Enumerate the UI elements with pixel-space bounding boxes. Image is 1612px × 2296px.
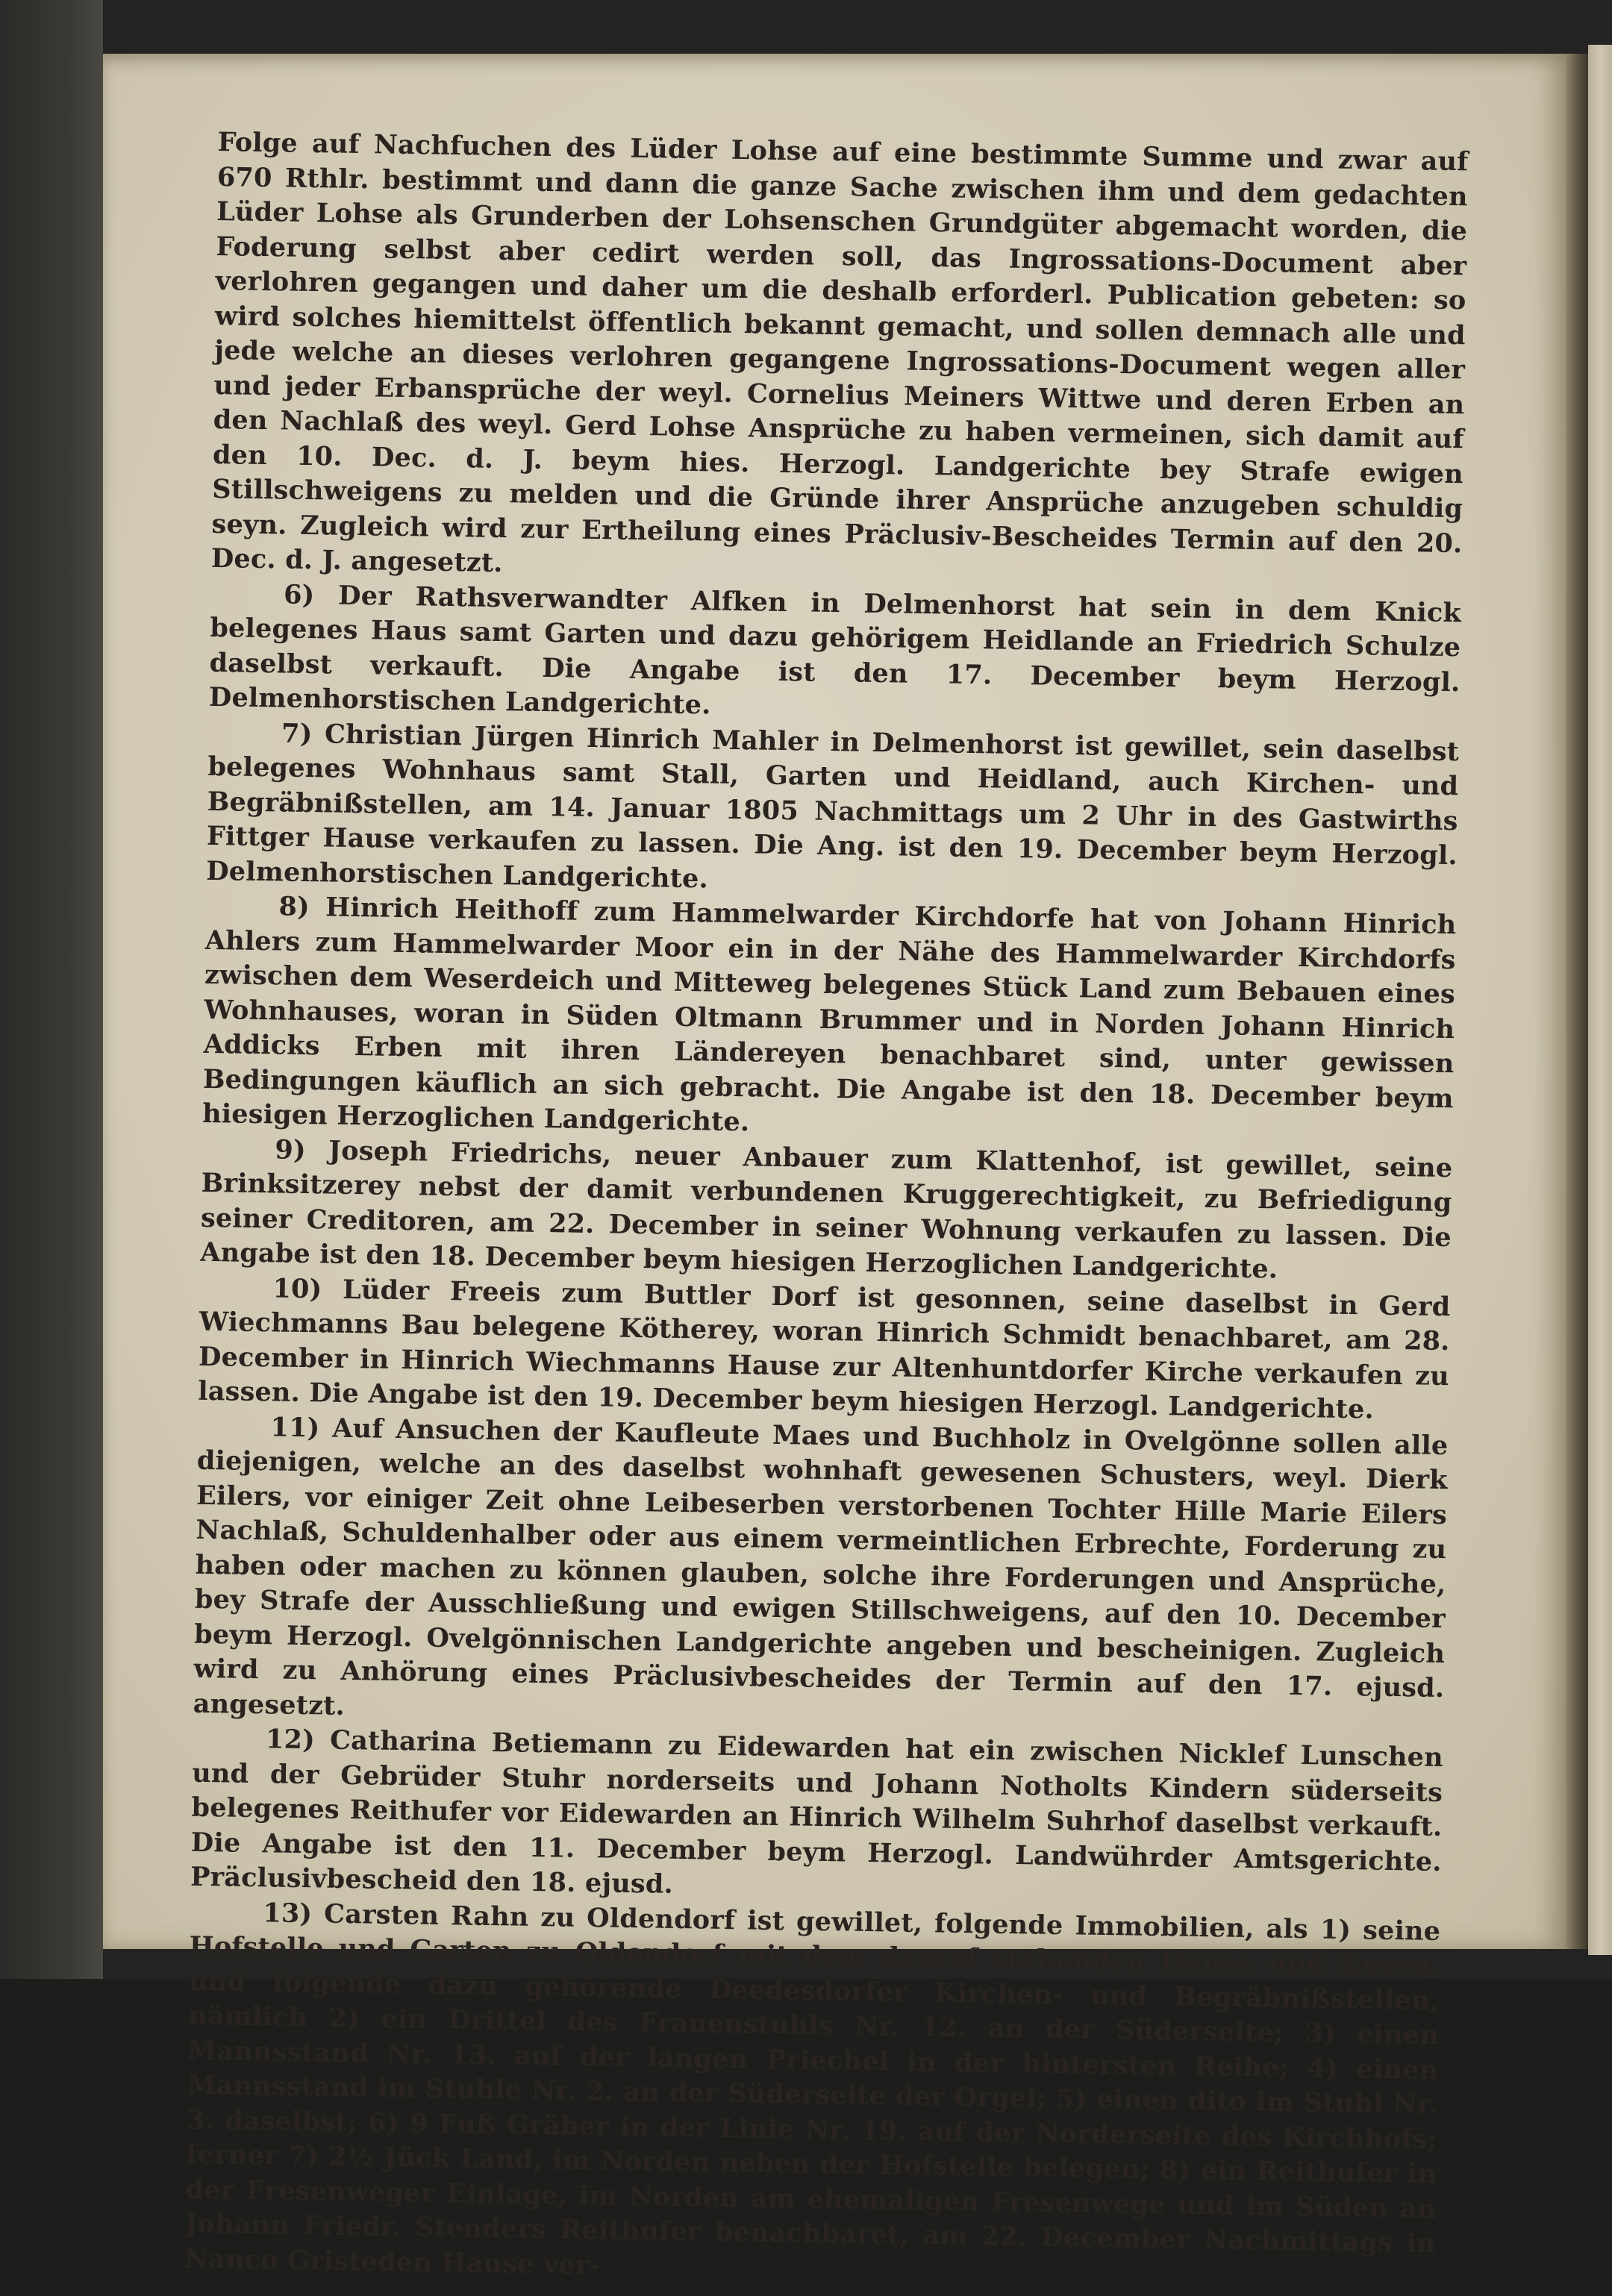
- scan-background-strip: [0, 0, 103, 1979]
- paragraph-item-13: 13) Carsten Rahn zu Oldendorf ist gewillet, folgende Immobilien, als 1) seine Hofstelle und Garten zu Oldendorf mit dem darauf stehenden Hause und Koven, und folgende dazu gehörende Deedesdorfer Kirchen- und Begräbnißstellen, nämlich 2) ein Drittel des Frauenstuhls Nr. 12. an der Süderseite; 3) einen Mannsstand Nr. 13. auf der langen Priechel in der hintersten Reihe; 4) einen Mannsstand im Stuhle Nr. 2. an der Süderseite der Orgel; 5) einen dito im Stuhl Nr. 3. daselbst; 6) 9 Fuß Gräber in der Linie Nr. 19. auf der Norderseite des Kirchhofs; ferner 7) 2½ Jück Land, im Norden neben der Hofstelle belegen; 8) ein Reithufer in der Fresenweger Einlage, im Norden am ehemaligen Fresenwege und im Süden an Johann Friedr. Stenders Reithufer benachbaret, am 22. December Nachmittags in Nanco Gristeden Hause ver-: [184, 1897, 1441, 2280]
- paragraph-item-8: 8) Hinrich Heithoff zum Hammelwarder Kirchdorfe hat von Johann Hinrich Ahlers zum Hammelwarder Moor ein in der Nähe des Hammelwarder Kirchdorfs zwischen dem Weserdeich und Mitteweg belegenes Stück Land zum Bebauen eines Wohnhauses, woran in Süden Oltmann Brummer und in Norden Johann Hinrich Addicks Erben mit ihren Ländereyen benachbaret sind, unter gewissen Bedingungen käuflich an sich gebracht. Die Angabe ist den 18. December beym hiesigen Herzoglichen Landgerichte.: [202, 891, 1457, 1138]
- next-page-edge: [1588, 45, 1612, 1955]
- paragraph-item-9: 9) Joseph Friedrichs, neuer Anbauer zum Klattenhof, ist gewillet, seine Brinksitzerey nebst der damit verbundenen Kruggerechtigkeit, zu Befriedigung seiner Creditoren, am 22. December in seiner Wohnung verkaufen zu lassen. Die Angabe ist den 18. December beym hiesigen Herzoglichen Landgerichte.: [199, 1133, 1453, 1285]
- paragraph-item-7: 7) Christian Jürgen Hinrich Mahler in Delmenhorst ist gewillet, sein daselbst belegenes Wohnhaus samt Stall, Garten und Heidland, auch Kirchen- und Begräbnißstellen, am 14. Januar 1805 Nachmittags um 2 Uhr in des Gastwirths Fittger Hause verkaufen zu lassen. Die Ang. ist den 19. December beym Herzogl. Delmenhorstischen Landgerichte.: [205, 717, 1460, 894]
- book-gutter: [1566, 54, 1588, 1949]
- paragraph-item-6: 6) Der Rathsverwandter Alfken in Delmenhorst hat sein in dem Knick belegenes Haus samt Garten und dazu gehörigem Heidlande an Friedrich Schulze daselbst verkauft. Die Angabe ist den 17. December beym Herzogl. Delmenhorstischen Landgerichte.: [208, 578, 1462, 721]
- document-body: [184, 125, 1469, 2296]
- paragraph-continuation: Folge auf Nachfuchen des Lüder Lohse auf eine bestimmte Summe und zwar auf 670 Rthlr. bestimmt und dann die ganze Sache zwischen ihm und dem gedachten Lüder Lohse als Grunderben der Lohsenschen Grundgüter abgemacht worden, die Foderung selbst aber cedirt werden soll, das Ingrossations-Document aber verlohren gegangen und daher um die deshalb erforderl. Publication gebeten: so wird solches hiemittelst öffentlich bekannt gemacht, und sollen demnach alle und jede welche an dieses verlohren gegangene Ingrossations-Document wegen aller und jeder Erbansprüche der weyl. Cornelius Meiners Wittwe und deren Erben an den Nachlaß des weyl. Gerd Lohse Ansprüche zu haben vermeinen, sich damit auf den 10. Dec. d. J. beym hies. Herzogl. Landgerichte bey Strafe ewigen Stillschweigens zu melden und die Gründe ihrer Ansprüche anzugeben schuldig seyn. Zugleich wird zur Ertheilung eines Präclusiv-Bescheides Termin auf den 20. Dec. d. J. angesetzt.: [210, 126, 1469, 579]
- paragraph-item-12: 12) Catharina Betiemann zu Eidewarden hat ein zwischen Nicklef Lunschen und der Gebrüder Stuhr norderseits und Johann Notholts Kindern süderseits belegenes Reithufer vor Eidewarden an Hinrich Wilhelm Suhrhof daselbst verkauft. Die Angabe ist den 11. December beym Herzogl. Landwührder Amtsgerichte. Präclusivbescheid den 18. ejusd.: [190, 1724, 1444, 1900]
- paragraph-item-11: 11) Auf Ansuchen der Kaufleute Maes und Buchholz in Ovelgönne sollen alle diejenigen, welche an des daselbst wohnhaft gewesenen Schusters, weyl. Dierk Eilers, vor einiger Zeit ohne Leibeserben verstorbenen Tochter Hille Marie Eilers Nachlaß, Schuldenhalber oder aus einem vermeintlichen Erbrechte, Forderung zu haben oder machen zu können glauben, solche ihre Forderungen und Ansprüche, bey Strafe der Ausschließung und ewigen Stillschweigens, auf den 10. December beym Herzogl. Ovelgönnischen Landgerichte angeben und bescheinigen. Zugleich wird zu Anhörung eines Präclusivbescheides der Termin auf den 17. ejusd. angesetzt.: [193, 1411, 1449, 1721]
- paragraph-item-10: 10) Lüder Freeis zum Buttler Dorf ist gesonnen, seine daselbst in Gerd Wiechmanns Bau belegene Kötherey, woran Hinrich Schmidt benachbaret, am 28. December in Hinrich Wiechmanns Hause zur Altenhuntdorfer Kirche verkaufen zu lassen. Die Angabe ist den 19. December beym hiesigen Herzogl. Landgerichte.: [198, 1272, 1451, 1425]
